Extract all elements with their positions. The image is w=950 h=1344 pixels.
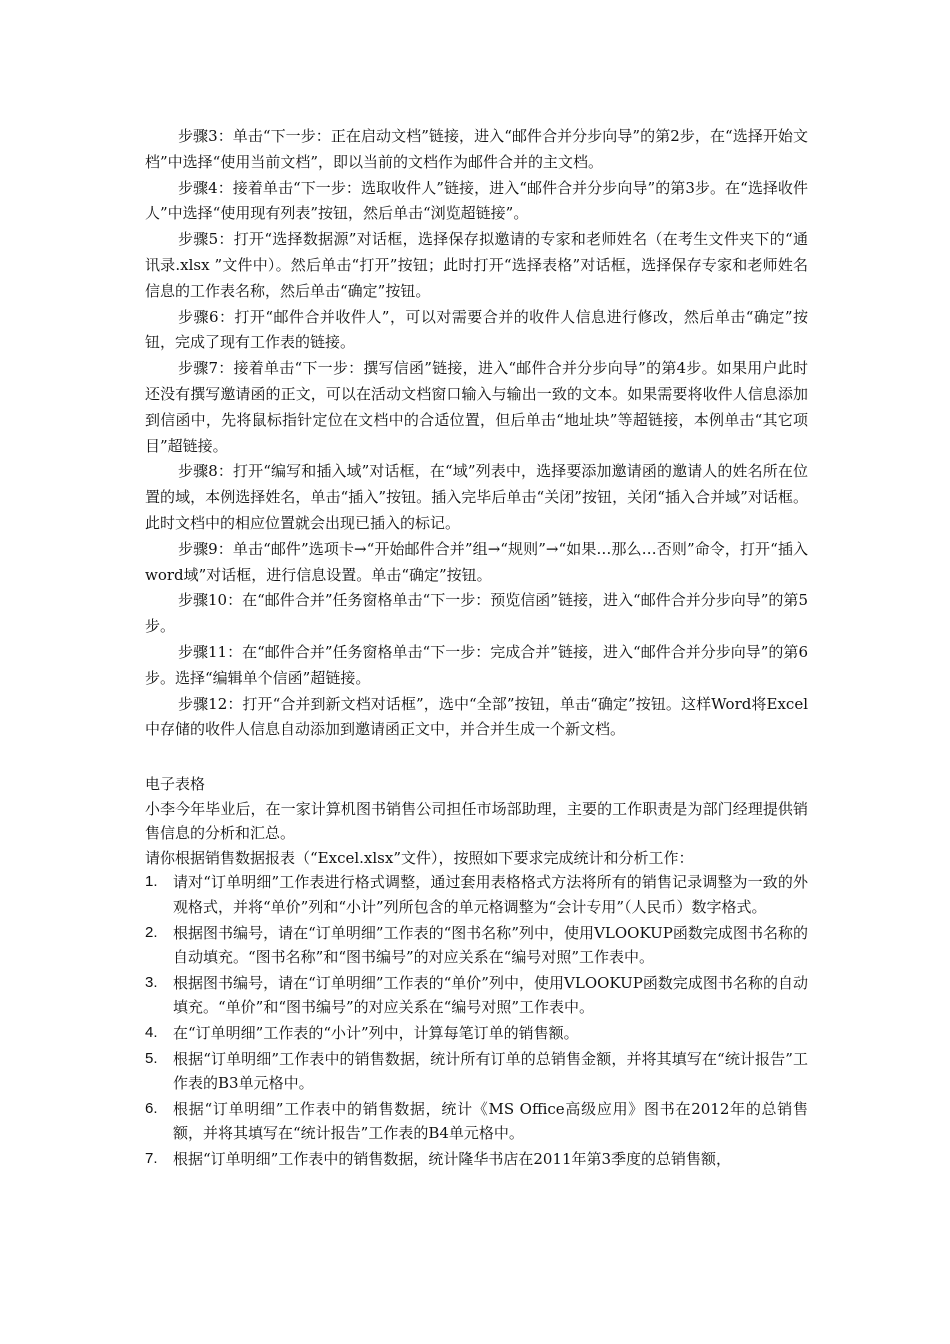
spreadsheet-section: [145, 772, 808, 1173]
step-paragraph: 步骤12：打开“合并到新文档对话框”，选中“全部”按钮，单击“确定”按钮。这样Word将Excel中存储的收件人信息自动添加到邀请函正文中，并合并生成一个新文档。: [145, 694, 808, 739]
step-paragraph: 步骤8：打开“编写和插入域”对话框，在“域”列表中，选择要添加邀请函的邀请人的姓名所在位置的域，本例选择姓名，单击“插入”按钮。插入完毕后单击“关闭”按钮，关闭“插入合并域”对话框。此时文档中的相应位置就会出现已插入的标记。: [145, 462, 808, 532]
task-list: [145, 870, 808, 1171]
step-paragraph: 步骤9：单击“邮件”选项卡→“开始邮件合并”组→“规则”→“如果…那么…否则”命令，打开“插入word域”对话框，进行信息设置。单击“确定”按钮。: [145, 539, 808, 584]
task-number: 2.: [145, 923, 158, 941]
task-item: [145, 870, 808, 919]
task-item: [145, 1021, 808, 1046]
section-title: 电子表格: [145, 775, 206, 793]
task-text: 在“订单明细”工作表的“小计”列中，计算每笔订单的销售额。: [173, 1023, 579, 1042]
step-paragraph: 步骤6：打开“邮件合并收件人”，可以对需要合并的收件人信息进行修改，然后单击“确定”按钮，完成了现有工作表的链接。: [145, 307, 808, 352]
task-number: 1.: [145, 873, 158, 891]
task-item: [145, 921, 808, 970]
step-paragraph: 步骤11：在“邮件合并”任务窗格单击“下一步：完成合并”链接，进入“邮件合并分步向导”的第6步。选择“编辑单个信函”超链接。: [145, 642, 808, 687]
task-number: 6.: [145, 1099, 158, 1117]
task-text: 根据图书编号，请在“订单明细”工作表的“图书名称”列中，使用VLOOKUP函数完成图书名称的自动填充。“图书名称”和“图书编号”的对应关系在“编号对照”工作表中。: [173, 923, 808, 967]
section-intro: 小李今年毕业后，在一家计算机图书销售公司担任市场部助理，主要的工作职责是为部门经理提供销售信息的分析和汇总。: [145, 799, 808, 843]
task-number: 3.: [145, 973, 158, 991]
step-paragraph: 步骤5：打开“选择数据源”对话框，选择保存拟邀请的专家和老师姓名（在考生文件夹下的“通讯录.xlsx ”文件中）。然后单击“打开”按钮；此时打开“选择表格”对话框，选择保存专家和老师姓名信息的工作表名称，然后单击“确定”按钮。: [145, 230, 808, 300]
task-item: [145, 1097, 808, 1146]
step-paragraph: 步骤3：单击“下一步：正在启动文档”链接，进入“邮件合并分步向导”的第2步，在“选择开始文档”中选择“使用当前文档”，即以当前的文档作为邮件合并的主文档。: [145, 127, 808, 171]
task-text: 根据“订单明细”工作表中的销售数据，统计隆华书店在2011年第3季度的总销售额，: [173, 1149, 732, 1168]
step-paragraph: 步骤7：接着单击“下一步：撰写信函”链接，进入“邮件合并分步向导”的第4步。如果用户此时还没有撰写邀请函的正文，可以在活动文档窗口输入与输出一致的文本。如果需要将收件人信息添加到信函中，先将鼠标指针定位在文档中的合适位置，但后单击“地址块”等超链接，本例单击“其它项目”超链接。: [145, 359, 808, 455]
task-item: [145, 971, 808, 1020]
step-paragraph: 步骤10：在“邮件合并”任务窗格单击“下一步：预览信函”链接，进入“邮件合并分步向导”的第5步。: [145, 591, 808, 636]
task-item: [145, 1147, 808, 1172]
task-text: 根据“订单明细”工作表中的销售数据，统计所有订单的总销售金额，并将其填写在“统计报告”工作表的B3单元格中。: [173, 1049, 808, 1093]
section-request: 请你根据销售数据报表（“Excel.xlsx”文件），按照如下要求完成统计和分析工作：: [145, 848, 694, 867]
task-number: 5.: [145, 1049, 158, 1067]
task-number: 4.: [145, 1023, 158, 1041]
task-text: 根据“订单明细”工作表中的销售数据，统计《MS Office高级应用》图书在2012年的总销售额，并将其填写在“统计报告”工作表的B4单元格中。: [173, 1099, 808, 1143]
step-paragraph: 步骤4：接着单击“下一步：选取收件人”链接，进入“邮件合并分步向导”的第3步。在“选择收件人”中选择“使用现有列表”按钮，然后单击“浏览超链接”。: [145, 178, 808, 223]
task-text: 请对“订单明细”工作表进行格式调整，通过套用表格格式方法将所有的销售记录调整为一致的外观格式，并将“单价”列和“小计”列所包含的单元格调整为“会计专用”（人民币）数字格式。: [173, 873, 808, 916]
task-number: 7.: [145, 1149, 158, 1167]
mail-merge-steps: [145, 124, 808, 743]
task-item: [145, 1047, 808, 1096]
task-text: 根据图书编号，请在“订单明细”工作表的“单价”列中，使用VLOOKUP函数完成图书名称的自动填充。“单价”和“图书编号”的对应关系在“编号对照”工作表中。: [173, 973, 808, 1017]
